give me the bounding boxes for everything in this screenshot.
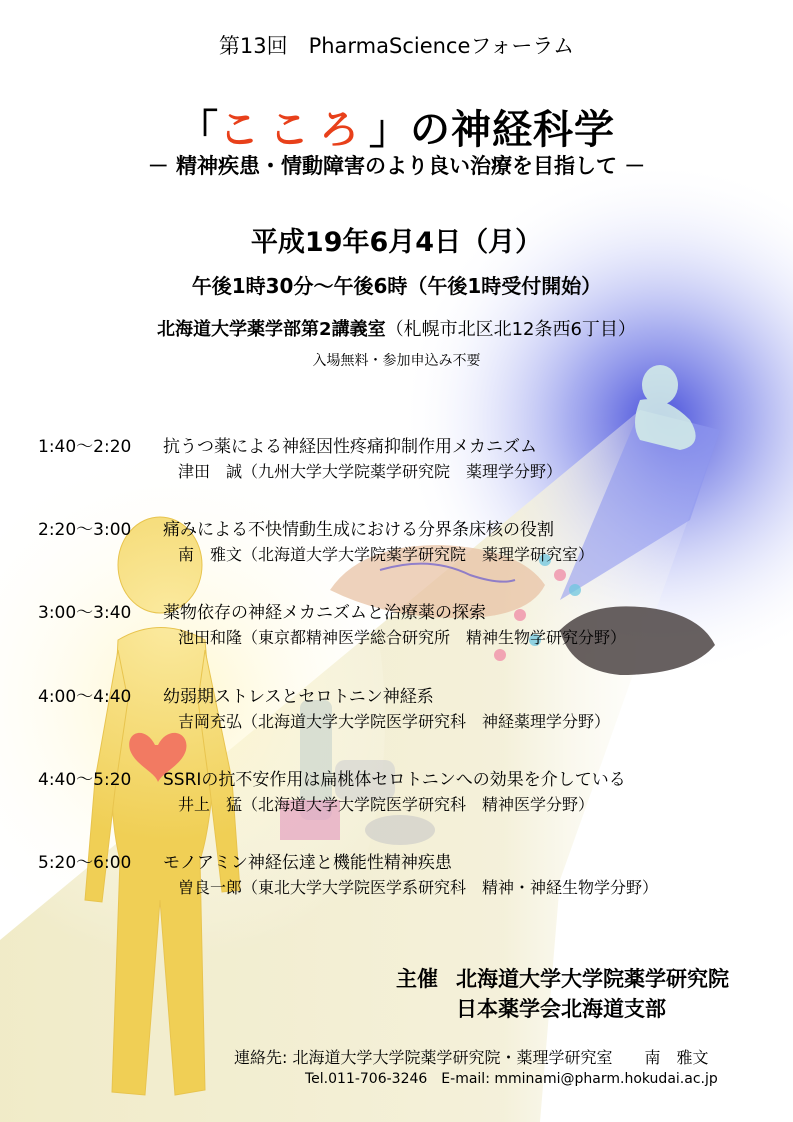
program-speaker: 池田和隆（東京都精神医学総合研究所 精神生物学研究分野） xyxy=(178,628,627,647)
program-time: 4:00〜4:40 xyxy=(38,687,132,707)
contact-line-2: Tel.011-706-3246 E-mail: mminami@pharm.hokudai.ac.jp xyxy=(305,1071,718,1087)
program-time: 2:20〜3:00 xyxy=(38,520,132,540)
program-speaker: 津田 誠（九州大学大学院薬学研究院 薬理学分野） xyxy=(178,462,563,481)
forum-title: 第13回 PharmaScienceフォーラム xyxy=(218,34,575,58)
organizer-line-2: 日本薬学会北海道支部 xyxy=(456,997,666,1021)
venue-address: （札幌市北区北12条西6丁目） xyxy=(385,319,636,340)
program-title: 痛みによる不快情動生成における分界条床核の役割 xyxy=(163,520,554,540)
program-speaker: 井上 猛（北海道大学大学院医学研究科 精神医学分野） xyxy=(178,795,595,814)
contact-line-1: 連絡先: 北海道大学大学院薬学研究院・薬理学研究室 南 雅文 xyxy=(234,1048,709,1067)
organizer-label: 主催 xyxy=(396,967,438,991)
program-speaker: 南 雅文（北海道大学大学院薬学研究院 薬理学研究室） xyxy=(178,545,595,564)
program-title: 幼弱期ストレスとセロトニン神経系 xyxy=(163,687,434,707)
program-title: 抗うつ薬による神経因性疼痛抑制作用メカニズム xyxy=(163,437,537,457)
program-time: 5:20〜6:00 xyxy=(38,853,132,873)
title-accent-word: こころ xyxy=(219,107,369,153)
program-title: SSRIの抗不安作用は扁桃体セロトニンへの効果を介している xyxy=(163,770,626,790)
main-title xyxy=(0,98,793,155)
event-date: 平成19年6月4日（月） xyxy=(250,227,543,258)
venue-name: 北海道大学薬学部第2講義室 xyxy=(157,319,386,340)
event-time: 午後1時30分〜午後6時（午後1時受付開始） xyxy=(191,274,602,298)
program-speaker: 曽良一郎（東北大学大学院医学系研究科 精神・神経生物学分野） xyxy=(178,878,659,897)
organizer-line-1: 北海道大学大学院薬学研究院 xyxy=(456,967,729,991)
program-title: モノアミン神経伝達と機能性精神疾患 xyxy=(163,853,452,873)
program-time: 4:40〜5:20 xyxy=(38,770,132,790)
program-title: 薬物依存の神経メカニズムと治療薬の探索 xyxy=(163,603,486,623)
title-open-bracket: 「 xyxy=(178,107,219,153)
admission-note: 入場無料・参加申込み不要 xyxy=(312,353,481,369)
venue xyxy=(0,315,793,341)
program-speaker: 吉岡充弘（北海道大学大学院医学研究科 神経薬理学分野） xyxy=(178,712,611,731)
program-time: 1:40〜2:20 xyxy=(38,437,132,457)
title-rest: 」の神経科学 xyxy=(369,107,615,153)
program-time: 3:00〜3:40 xyxy=(38,603,132,623)
subtitle: － 精神疾患・情動障害のより良い治療を目指して － xyxy=(147,154,646,178)
